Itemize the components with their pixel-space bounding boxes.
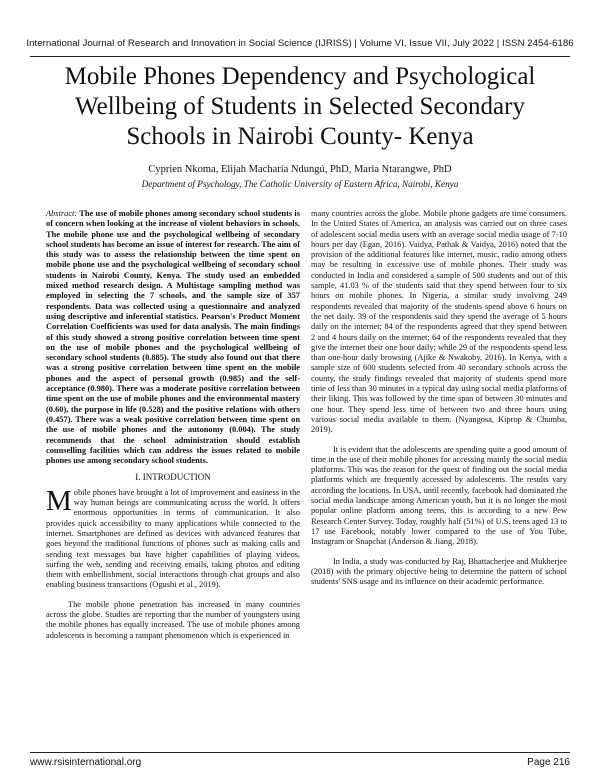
footer-rule bbox=[30, 752, 570, 753]
header-rule bbox=[30, 56, 570, 57]
intro-paragraph-1-text: obile phones have brought a lot of improvement and easiness in the way human beings are communicating across the world. It offers enormous opportunities in terms of communication. It also provides quick accessibility to many applications while connected to the internet. Smartphones are defined as devices with advanced features that goes beyond the traditional functions of phones such as making calls and sending text messages but have higher capabilities of playing videos, surfing the web, sending and receiving emails, taking photos and editing them with embellishment, social interactions through chat groups and also enabling business transactions (Ogushi et al., 2019). bbox=[46, 487, 300, 590]
abstract bbox=[46, 209, 300, 466]
footer-website: www.rsisinternational.org bbox=[30, 757, 142, 768]
footer-page-number: Page 216 bbox=[527, 757, 570, 768]
section-heading-introduction: I. INTRODUCTION bbox=[135, 472, 211, 483]
left-column bbox=[46, 209, 300, 641]
abstract-text: The use of mobile phones among secondary school students is of concern when looking at the increase of violent behaviors in schools. The mobile phone use and the psychological wellbeing of secondary school students has become an issue of interest for research. The aim of this study was to assess the relationship between the time spent on mobile phone use and the psychological wellbeing of secondary school students in Nairobi County, Kenya. The study used an embedded mixed method research design. A Multistage sampling method was employed in selecting the 7 schools, and the sample size of 357 respondents. Data was collected using a questionnaire and analyzed using descriptive and inferential statistics. Pearson's Product Moment Correlation Coefficients was used for data analysis. The main findings of this study showed a strong positive correlation between time spent on the use of mobile phones and the psychological wellbeing of secondary school students (0.885). The study also found out that there was a strong positive correlation between time spent on the mobile phones and the aspect of personal growth (0.985) and the self-acceptance (0.980). There was a moderate positive correlation between time spent on the use of mobile phones and the environmental mastery (0.60), the purpose in life (0.528) and the positive relations with others (0.457). There was a weak positive correlation between time spent on the use of mobile phones and the autonomy (0.004). The study recommends that the school administration should establish counselling facilities which can address the issues related to mobile phones use among secondary school students. bbox=[46, 209, 300, 466]
article-title: Mobile Phones Dependency and Psychological Wellbeing of Students in Selected Secondary Schools in Nairobi County- Kenya bbox=[64, 63, 536, 150]
body-paragraph-3: In India, a study was conducted by Raj, Bhattacherjee and Mukherjee (2018) with the primary objective being to determine the pattern of school students' SNS usage and its influence on their academic performance. bbox=[311, 556, 567, 587]
drop-cap: M bbox=[46, 484, 72, 517]
right-column bbox=[311, 209, 567, 587]
body-paragraph-1: many countries across the globe. Mobile phone gadgets are time consumers. In the United States of America, an analysis was carried out on three cases of adolescent social media users with an average social media usage of 7-10 hours per day (Egan, 2016). Vaidya, Pathak & Vaidya, 2016) noted that the provision of the additional features like internet, music, radio among others may be resulting in excessive use of mobile phones. Their study was conducted in India and considered a sample of 500 students and out of this sample, 41.03 % of the students said that they spend between four to six hours on mobile phones. In Nigeria, a similar study involving 249 respondents revealed that majority of the students spend above 6 hours on the net daily. 39 of the respondents said they spend the average of 5 hours daily on the internet; 84 of the respondents agreed that they spend between 2 and 4 hours daily on the internet; 64 of the respondents revealed that they give the internet their one hour daily; while 29 of the respondents spend less than one-hour daily browsing (Ajike & Nwakoby, 2016). In Kenya, with a sample size of 600 students selected from 40 secondary schools across the county, the study findings revealed that majority of students spend more time of less than 30 minutes in a typical day using social media platforms of their liking. This was followed by the time span of between 30 minutes and one hour. They spend less time of between two and three hours using various social media available to them. (Nyangosa, Kiprop & Chumba, 2019). bbox=[311, 209, 567, 435]
article-affiliation: Department of Psychology, The Catholic University of Eastern Africa, Nairobi, Kenya bbox=[141, 179, 459, 189]
running-head: International Journal of Research and Innovation in Social Science (IJRISS) | Volume VI, Issue VII, July 2022 | ISSN 2454-6186 bbox=[26, 38, 574, 49]
article-authors: Cyprien Nkoma, Elijah Macharia Ndungú, PhD, Maria Ntarangwe, PhD bbox=[148, 164, 452, 175]
body-paragraph-2: It is evident that the adolescents are spending quite a good amount of time in the use of their mobile phones for accessing mainly the social media platforms. This was the reason for the quest of finding out the social media platforms which are frequently accessed by adolescents. The results vary according the locations. In USA, until recently, facebook had dominated the social media landscape among American youth, but it is no longer the most popular online platform among teens, this is according to a new Pew Research Center Survey. Today, roughly half (51%) of U.S. teens aged 13 to 17 use Facebook, notably lower compared to the use of You Tube, Instagram or Snapchat (Anderson & Jiang, 2018). bbox=[311, 444, 567, 547]
intro-paragraph-1 bbox=[46, 484, 300, 591]
intro-paragraph-2: The mobile phone penetration has increased in many countries across the globe. Studies are reporting that the number of youngsters using the mobile phones has equally increased. The use of mobile phones among adolescents is becoming a rampant phenomenon which is experienced in bbox=[46, 599, 300, 640]
abstract-label: Abstract: bbox=[46, 209, 78, 218]
